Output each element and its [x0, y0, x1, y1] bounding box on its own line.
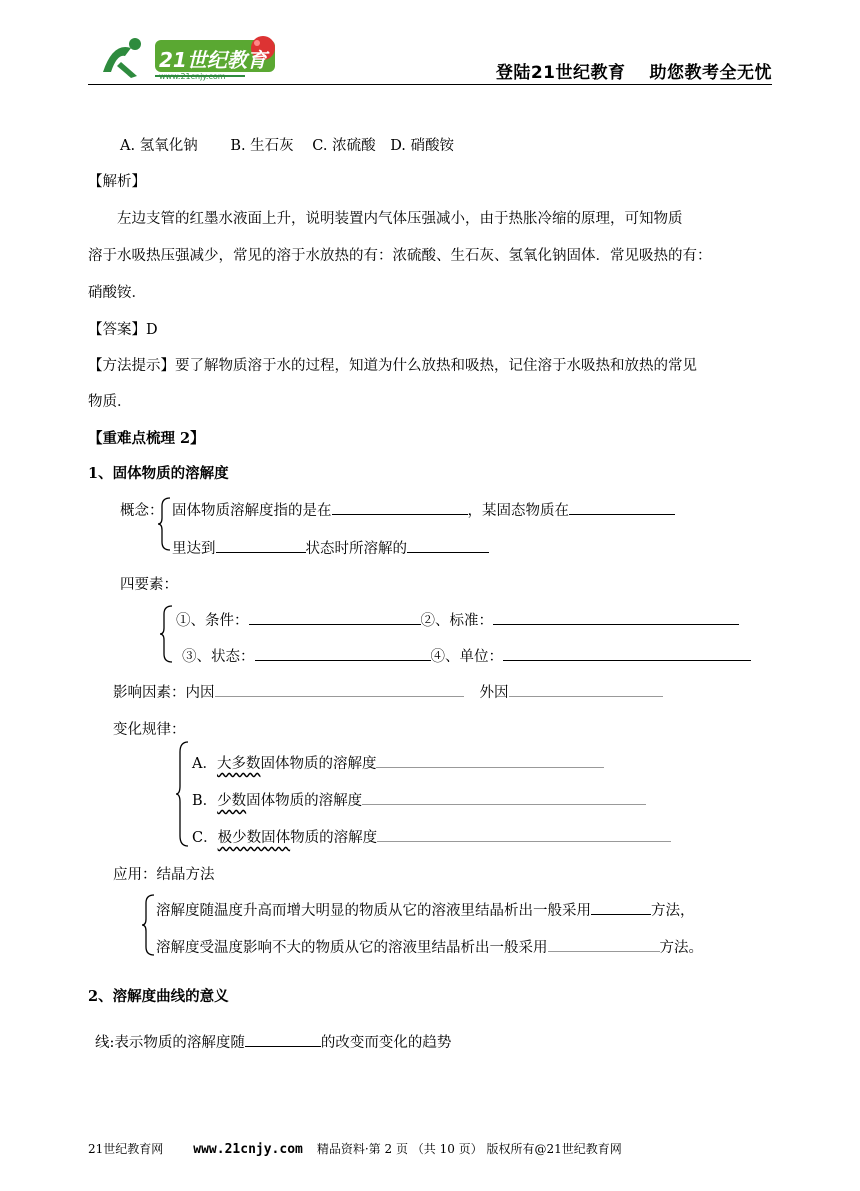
- options-line: [120, 134, 454, 155]
- concept-line-1: [172, 499, 675, 520]
- analysis-line-2: 溶于水吸热压强减少，常见的溶于水放热的有：浓硫酸、生石灰、氢氧化钠固体．常见吸热的有：: [88, 248, 712, 264]
- concept-text-2b: 状态时所溶解的: [305, 541, 407, 557]
- rule-b-blank[interactable]: [362, 790, 646, 805]
- state-blank[interactable]: [255, 646, 431, 661]
- outer-factor-blank[interactable]: [509, 682, 663, 697]
- rule-b: [192, 789, 646, 810]
- concept-blank-4[interactable]: [407, 538, 489, 553]
- application-brace: [142, 893, 156, 957]
- application-blank-1[interactable]: [591, 900, 651, 915]
- curve-line: [95, 1031, 451, 1052]
- concept-text-2a: 里达到: [172, 541, 216, 557]
- application-end-2: 方法。: [659, 940, 703, 956]
- standard-blank[interactable]: [493, 610, 739, 625]
- rule-c-keyword: 极少数固体: [217, 830, 291, 846]
- slogan-left: 登陆21世纪教育: [495, 63, 626, 83]
- analysis-line-3: 硝酸铵．: [88, 285, 146, 301]
- analysis-line-1: 左边支管的红墨水液面上升，说明装置内气体压强减小，由于热胀冷缩的原理，可知物质: [117, 211, 683, 227]
- rule-c-blank[interactable]: [377, 827, 671, 842]
- element-condition: ①、条件：: [176, 613, 249, 629]
- element-state: ③、状态：: [182, 649, 255, 665]
- concept-text-1b: ，某固态物质在: [467, 503, 569, 519]
- rule-a-keyword: 大多数: [216, 756, 261, 772]
- method-line-2: 物质．: [88, 394, 132, 410]
- application-line-2: [156, 936, 703, 957]
- rule-a-text: 固体物质的溶解度: [260, 756, 377, 772]
- concept-line-2: [172, 537, 489, 558]
- footer-site: 21世纪教育网: [88, 1142, 164, 1156]
- four-line-2: [182, 645, 751, 666]
- factors-label: 影响因素：内因: [113, 685, 215, 701]
- curve-text-b: 的改变而变化的趋势: [320, 1035, 452, 1051]
- rule-b-prefix: B．: [192, 793, 218, 809]
- application-label: 应用：结晶方法: [113, 867, 215, 883]
- four-elements-brace: [160, 604, 174, 664]
- concept-label: 概念：: [120, 503, 164, 519]
- page-footer: [88, 1140, 622, 1157]
- element-standard: ②、标准：: [420, 613, 493, 629]
- four-line-1: [176, 609, 739, 630]
- s1-title: 1、固体物质的溶解度: [88, 465, 229, 482]
- concept-text-1a: 固体物质溶解度指的是在: [172, 503, 332, 519]
- footer-url[interactable]: www.21cnjy.com: [193, 1142, 303, 1157]
- curve-text-a: 线:表示物质的溶解度随: [95, 1035, 245, 1051]
- unit-blank[interactable]: [503, 646, 751, 661]
- header-slogan: [496, 58, 772, 83]
- element-unit: ④、单位：: [430, 649, 503, 665]
- concept-blank-2[interactable]: [569, 500, 675, 515]
- application-line-1: [156, 899, 695, 920]
- rule-c-prefix: C．: [192, 830, 218, 846]
- site-logo: [95, 32, 285, 84]
- rule-a-prefix: A．: [192, 756, 217, 772]
- concept-blank-3[interactable]: [216, 538, 306, 553]
- condition-blank[interactable]: [249, 610, 421, 625]
- rule-b-keyword: 少数: [217, 793, 247, 809]
- application-end-1: 方法，: [651, 903, 695, 919]
- application-blank-2[interactable]: [548, 937, 660, 952]
- rule-c-text: 物质的溶解度: [290, 830, 378, 846]
- outer-factor-label: 外因: [479, 685, 509, 701]
- option-a: A. 氢氧化钠: [120, 138, 198, 154]
- inner-factor-blank[interactable]: [215, 682, 464, 697]
- method-line-1: 【方法提示】要了解物质溶于水的过程，知道为什么放热和吸热，记住溶于水吸热和放热的常见: [88, 358, 697, 374]
- rule-brace: [176, 740, 190, 848]
- footer-info: 精品资料·第 2 页 （共 10 页） 版权所有@21世纪教育网: [316, 1142, 622, 1156]
- curve-blank[interactable]: [245, 1032, 321, 1047]
- rule-label: 变化规律：: [113, 722, 186, 738]
- option-b: B. 生石灰: [230, 138, 294, 154]
- rule-b-text: 固体物质的溶解度: [246, 793, 363, 809]
- four-elements-label: 四要素：: [120, 577, 178, 593]
- logo-text: 21世纪教育: [159, 48, 267, 72]
- rule-a: [192, 752, 604, 773]
- logo-url: www.21cnjy.com: [159, 72, 226, 81]
- application-text-1: 溶解度随温度升高而增大明显的物质从它的溶液里结晶析出一般采用: [156, 903, 591, 919]
- option-c: C. 浓硫酸: [312, 138, 376, 154]
- option-d: D. 硝酸铵: [390, 138, 455, 154]
- application-text-2: 溶解度受温度影响不大的物质从它的溶液里结晶析出一般采用: [156, 940, 548, 956]
- section-heading: 【重难点梳理 2】: [88, 430, 205, 447]
- rule-c: [192, 826, 671, 847]
- factors-line: [113, 681, 663, 702]
- analysis-heading: 【解析】: [88, 174, 146, 190]
- concept-brace: [158, 496, 172, 552]
- slogan-right: 助您教考全无忧: [649, 63, 772, 83]
- concept-blank-1[interactable]: [332, 500, 468, 515]
- answer-line: 【答案】D: [88, 322, 158, 338]
- header-divider: [88, 84, 772, 85]
- s2-title: 2、溶解度曲线的意义: [88, 988, 229, 1005]
- rule-a-blank[interactable]: [376, 753, 604, 768]
